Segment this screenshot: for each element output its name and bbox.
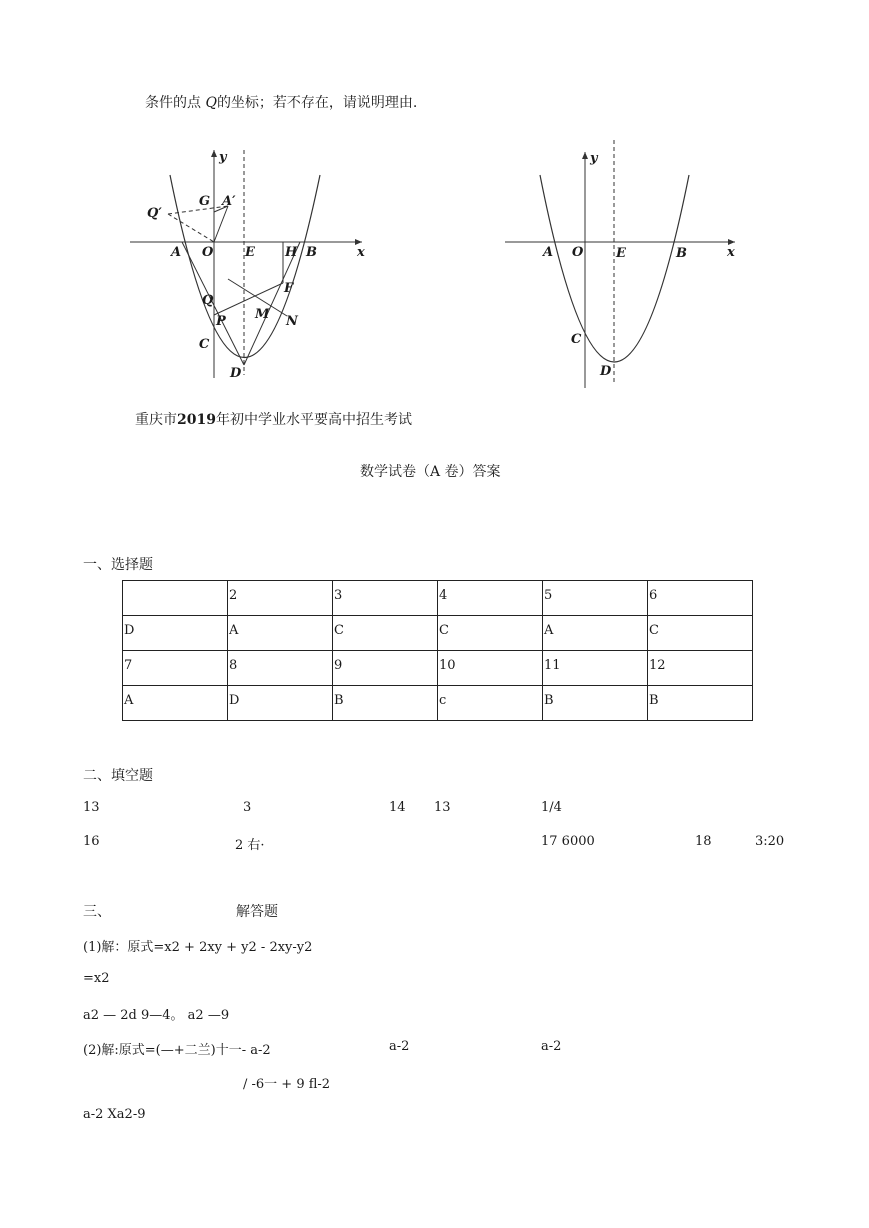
fill-answer-17: 17 6000 xyxy=(541,834,595,849)
fig1-label-E: E xyxy=(245,245,255,260)
solution-line-4b: a-2 xyxy=(389,1039,410,1054)
fill-answer-18-value: 3:20 xyxy=(755,834,785,849)
table-cell: A xyxy=(123,686,228,721)
table-cell: 3 xyxy=(333,581,438,616)
fill-answer-14-label: 14 xyxy=(389,800,406,815)
table-cell: 8 xyxy=(228,651,333,686)
fig1-label-C: C xyxy=(199,337,210,352)
choice-answer-table xyxy=(122,580,753,721)
exam-title-pre: 重庆市 xyxy=(135,412,177,428)
section3-heading-text: 解答题 xyxy=(236,904,278,920)
table-cell: C xyxy=(438,616,543,651)
table-cell: 6 xyxy=(648,581,753,616)
section1-heading: 一、选择题 xyxy=(83,557,153,573)
solution-line-5: / -6一 + 9 fl-2 xyxy=(243,1077,331,1092)
table-cell: B xyxy=(648,686,753,721)
fig1-label-F: F xyxy=(284,281,294,296)
exam-title-post: 年初中学业水平要高中招生考试 xyxy=(215,412,412,428)
table-cell: 10 xyxy=(438,651,543,686)
fig2-label-O: O xyxy=(572,245,584,260)
fig1-label-O: O xyxy=(202,245,214,260)
fill-answer-16-value: 2 右· xyxy=(235,838,265,853)
fig1-label-D: D xyxy=(230,366,242,381)
fig2-label-B: B xyxy=(676,246,687,261)
solution-line-3: a2 — 2d 9—4。 a2 —9 xyxy=(83,1008,230,1023)
table-cell: A xyxy=(543,616,648,651)
fill-answer-14-value: 13 xyxy=(434,800,451,815)
figure-parabola-2 xyxy=(500,140,750,390)
table-row xyxy=(123,686,753,721)
table-cell: B xyxy=(333,686,438,721)
table-cell: A xyxy=(228,616,333,651)
table-cell: 2 xyxy=(228,581,333,616)
table-cell: 4 xyxy=(438,581,543,616)
fig1-label-Q: Q xyxy=(202,293,214,308)
table-cell: D xyxy=(228,686,333,721)
fig2-label-D: D xyxy=(600,364,612,379)
table-row xyxy=(123,616,753,651)
table-cell: 11 xyxy=(543,651,648,686)
fig2-label-x: x xyxy=(727,245,735,260)
fig2-label-y: y xyxy=(590,151,598,166)
solution-line-4a: (2)解:原式=(—+二兰)十一- a-2 xyxy=(83,1043,271,1058)
table-row xyxy=(123,651,753,686)
solution-line-2: =x2 xyxy=(83,971,110,986)
fig2-label-E: E xyxy=(616,246,626,261)
answer-title: 数学试卷（A 卷）答案 xyxy=(360,464,501,480)
intro-prefix: 条件的点 xyxy=(145,95,206,111)
table-row xyxy=(123,581,753,616)
fill-answer-16-label: 16 xyxy=(83,834,100,849)
solution-line-4c: a-2 xyxy=(541,1039,562,1054)
table-cell xyxy=(123,581,228,616)
solution-line-1: (1)解：原式=x2 + 2xy + y2 - 2xy-y2 xyxy=(83,940,313,955)
table-cell: D xyxy=(123,616,228,651)
exam-title-line xyxy=(135,409,412,429)
figure-parabola-1 xyxy=(120,140,380,390)
intro-var: Q xyxy=(205,95,217,111)
table-cell: 7 xyxy=(123,651,228,686)
section3-heading-num: 三、 xyxy=(83,904,111,920)
fill-answer-13-value: 3 xyxy=(243,800,252,815)
fig1-label-B: B xyxy=(306,245,317,260)
fill-answer-13-label: 13 xyxy=(83,800,100,815)
table-cell: C xyxy=(648,616,753,651)
exam-title-year: 2019 xyxy=(177,412,216,428)
fill-answer-18-label: 18 xyxy=(695,834,712,849)
fig1-label-M: M xyxy=(255,307,270,322)
intro-suffix: 的坐标；若不存在，请说明理由. xyxy=(216,95,418,111)
fig1-label-A: A xyxy=(171,245,182,260)
fig1-label-P: P xyxy=(216,314,226,329)
fig2-label-A: A xyxy=(543,245,554,260)
table-cell: 12 xyxy=(648,651,753,686)
solution-line-6: a-2 Xa2-9 xyxy=(83,1107,146,1122)
fig1-label-G: G xyxy=(199,194,211,209)
fig1-label-y: y xyxy=(219,150,227,165)
fig1-label-N: N xyxy=(286,314,298,329)
fig1-label-x: x xyxy=(357,245,365,260)
intro-line xyxy=(145,92,417,112)
table-cell: 9 xyxy=(333,651,438,686)
table-cell: C xyxy=(333,616,438,651)
fig2-label-C: C xyxy=(571,332,582,347)
fig1-label-Q-prime: Q′ xyxy=(147,206,162,221)
table-cell: B xyxy=(543,686,648,721)
fill-answer-15-value: 1/4 xyxy=(541,800,562,815)
table-cell: c xyxy=(438,686,543,721)
fig1-label-A-prime: A′ xyxy=(222,194,236,209)
section2-heading: 二、填空题 xyxy=(83,768,153,784)
table-cell: 5 xyxy=(543,581,648,616)
fig1-label-H: H xyxy=(285,245,298,260)
